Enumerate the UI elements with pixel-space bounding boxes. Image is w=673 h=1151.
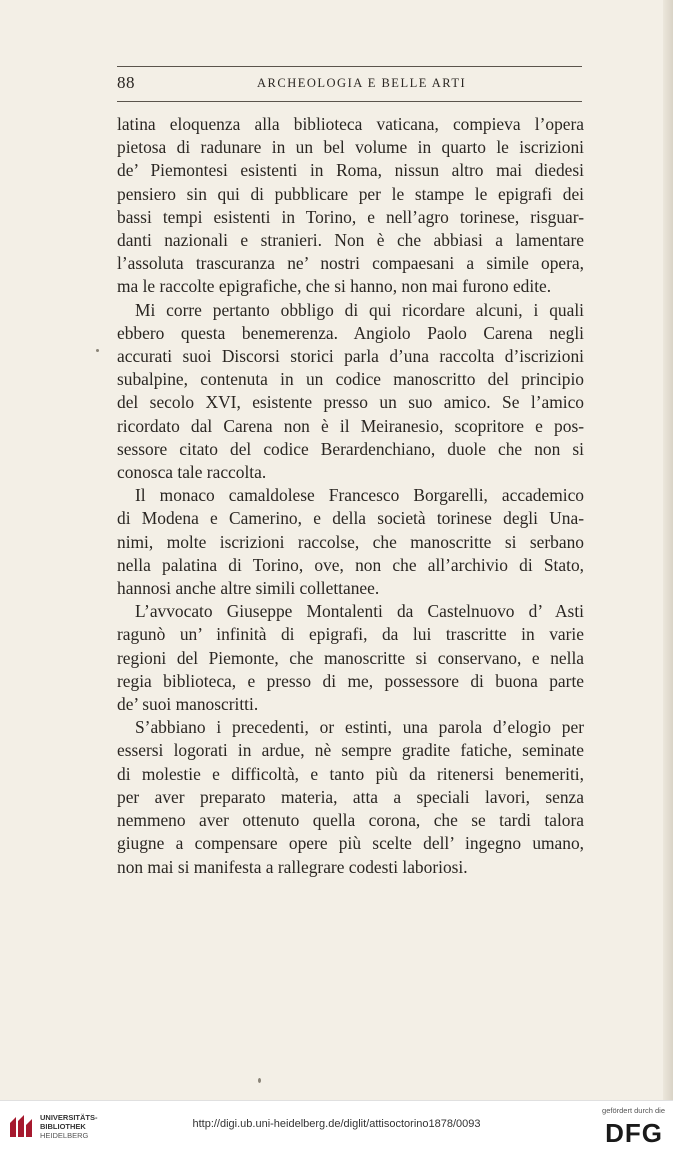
text-line: de’ Piemontesi esistenti in Roma, nissun altro mai diedesi — [117, 160, 584, 181]
text-line: per aver preparato materia, atta a speciali lavori, senza — [117, 786, 584, 807]
paper-speck — [258, 1078, 261, 1083]
text-line: de’ suoi manoscritti. — [117, 694, 259, 715]
text-line: del secolo XVI, esistente presso un suo amico. Se l’amico — [117, 392, 584, 413]
text-line: L’avvocato Giuseppe Montalenti da Castelnuovo d’ Asti — [135, 601, 584, 622]
viewer-footer — [0, 1100, 673, 1151]
text-line: accurati suoi Discorsi storici parla d’una raccolta d’iscrizioni — [117, 346, 584, 367]
paper-speck — [96, 349, 99, 352]
text-line: ricordato dal Carena non è il Meiranesio, scopritore e pos- — [117, 415, 584, 436]
text-line: di molestie e difficoltà, e tanto più da ritenersi benemeriti, — [117, 763, 584, 784]
text-line: nella palatina di Torino, ove, non che all’archivio di Stato, — [117, 554, 584, 575]
text-line: regioni del Piemonte, che manoscritte si conservano, e nella — [117, 647, 584, 668]
text-line: nimi, molte iscrizioni raccolse, che manoscritte si serbano — [117, 531, 584, 552]
running-title: ARCHEOLOGIA E BELLE ARTI — [257, 76, 467, 90]
text-line: pensiero sin qui di pubblicare per le stampe le epigrafi dei — [117, 183, 584, 204]
text-line: ragunò un’ infinità di epigrafi, da lui trascritte in varie — [117, 624, 584, 645]
text-line: ma le raccolte epigrafiche, che si hanno, non mai furono edite. — [117, 276, 552, 297]
text-line: l’assoluta trascuranza ne’ nostri compaesani a simile opera, — [117, 253, 584, 274]
text-line: conosca tale raccolta. — [117, 462, 267, 483]
text-line: non mai si manifesta a rallegrare codesti laboriosi. — [117, 856, 468, 877]
page-number: 88 — [117, 73, 135, 92]
text-line: pietosa di radunare in un bel volume in quarto le iscrizioni — [117, 137, 584, 158]
text-line: di Modena e Camerino, e della società torinese degli Una- — [117, 508, 584, 529]
funding-caption: gefördert durch die — [602, 1106, 665, 1115]
text-line: essersi logorati in ardue, nè sempre gradite fatiche, seminate — [117, 740, 584, 761]
text-line: Il monaco camaldolese Francesco Borgarelli, accademico — [135, 485, 584, 506]
text-line: hannosi anche altre simili collettanee. — [117, 578, 380, 599]
text-line: bassi tempi esistenti in Torino, e nell’agro torinese, risguar- — [117, 206, 584, 227]
text-line: nemmeno aver ottenuto quella corona, che se tardi talora — [117, 810, 584, 831]
text-line: giugne a compensare opere più scelte dell’ ingegno umano, — [117, 833, 584, 854]
page-edge — [663, 0, 673, 1100]
dfg-logo: DFG — [605, 1118, 663, 1148]
text-line: sessore citato del codice Berardenchiano, duole che non si — [117, 438, 584, 459]
text-line: regia biblioteca, e presso di me, possessore di buona parte — [117, 670, 584, 691]
text-line: S’abbiano i precedenti, or estinti, una parola d’elogio per — [135, 717, 584, 738]
permalink-url[interactable]: http://digi.ub.uni-heidelberg.de/diglit/attisoctorino1878/0093 — [192, 1118, 481, 1130]
text-line: danti nazionali e stranieri. Non è che abbiasi a lamentare — [117, 230, 584, 251]
body-text — [117, 113, 584, 879]
text-line: latina eloquenza alla biblioteca vaticana, compieva l’opera — [117, 114, 584, 134]
running-header — [117, 66, 582, 102]
text-line: Mi corre pertanto obbligo di qui ricordare alcuni, i quali — [135, 299, 584, 320]
text-line: subalpine, contenuta in un codice manoscritto del principio — [117, 369, 584, 390]
library-name: UNIVERSITÄTS- BIBLIOTHEK HEIDELBERG — [40, 1113, 98, 1140]
text-line: ebbero questa benemerenza. Angiolo Paolo Carena negli — [117, 322, 584, 343]
